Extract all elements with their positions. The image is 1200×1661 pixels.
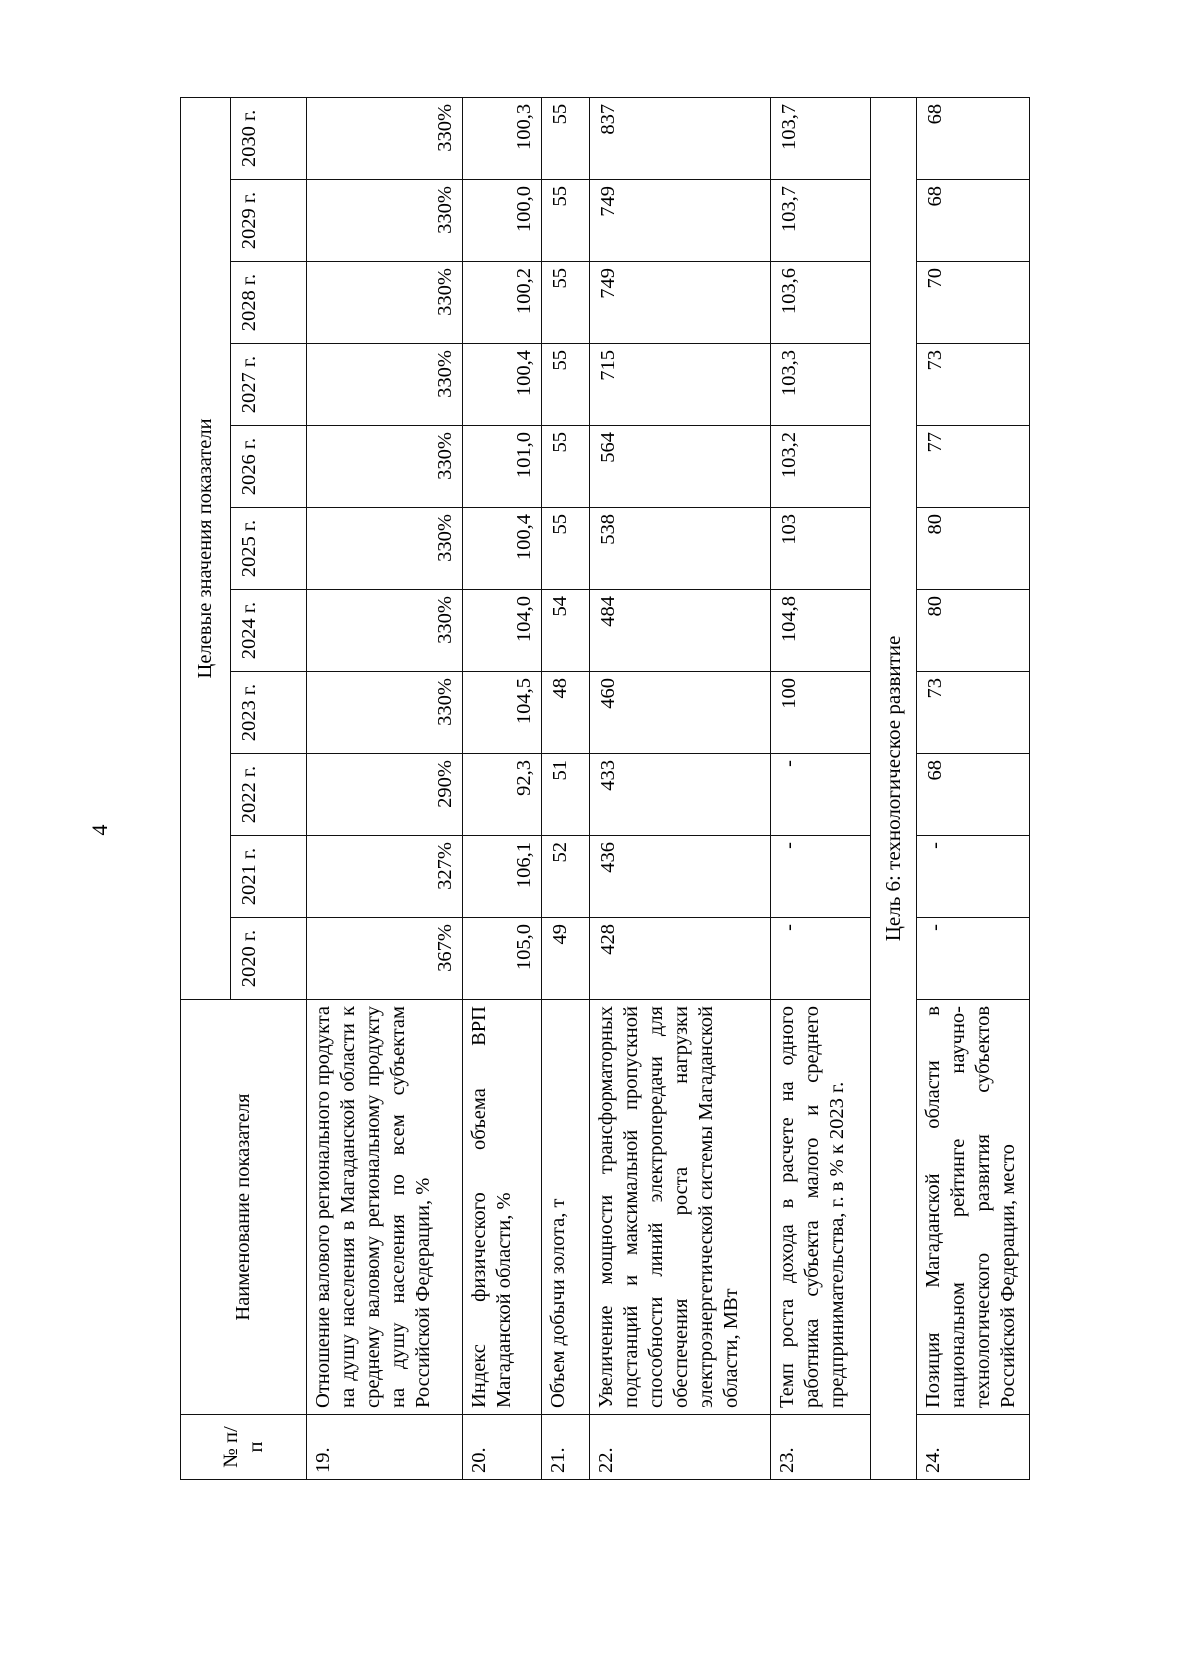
value-cell: 103,3 [771, 344, 871, 426]
indicator-table-container [180, 100, 1030, 1480]
value-cell: 92,3 [462, 754, 541, 836]
value-cell: 54 [541, 590, 589, 672]
value-cell: 73 [916, 672, 1029, 754]
value-cell: 55 [541, 97, 589, 179]
header-year: 2030 г. [231, 97, 307, 179]
header-year: 2024 г. [231, 590, 307, 672]
header-year: 2028 г. [231, 262, 307, 344]
value-cell: 330% [307, 344, 463, 426]
value-cell: 68 [916, 97, 1029, 179]
table-row [916, 97, 1029, 1479]
value-cell: - [771, 754, 871, 836]
value-cell: 49 [541, 918, 589, 1000]
row-number: 19. [307, 1415, 463, 1480]
value-cell: 48 [541, 672, 589, 754]
value-cell: 104,8 [771, 590, 871, 672]
value-cell: - [771, 836, 871, 918]
value-cell: 749 [589, 262, 771, 344]
value-cell: 55 [541, 180, 589, 262]
value-cell: 367% [307, 918, 463, 1000]
value-cell: 103,6 [771, 262, 871, 344]
header-year: 2029 г. [231, 180, 307, 262]
header-year: 2027 г. [231, 344, 307, 426]
value-cell: 330% [307, 590, 463, 672]
indicator-name: Отношение валового регионального продукта на душу населения в Магаданской области к среднему валовому региональному продукту на душу населения по всем субъектам Российской Федерации, % [307, 1000, 463, 1415]
value-cell: 80 [916, 590, 1029, 672]
header-num: № п/п [181, 1415, 307, 1480]
header-year: 2023 г. [231, 672, 307, 754]
value-cell: 103,2 [771, 426, 871, 508]
value-cell: 564 [589, 426, 771, 508]
value-cell: 68 [916, 754, 1029, 836]
value-cell: 837 [589, 97, 771, 179]
value-cell: 749 [589, 180, 771, 262]
value-cell: 428 [589, 918, 771, 1000]
header-name: Наименование показателя [181, 1000, 307, 1415]
value-cell: 100,4 [462, 344, 541, 426]
table-row [307, 97, 463, 1479]
table-row [541, 97, 589, 1479]
value-cell: 330% [307, 426, 463, 508]
value-cell: - [916, 836, 1029, 918]
indicator-name: Индекс физического объема ВРП Магаданской области, % [462, 1000, 541, 1415]
value-cell: 460 [589, 672, 771, 754]
value-cell: 55 [541, 262, 589, 344]
header-year: 2020 г. [231, 918, 307, 1000]
value-cell: 104,5 [462, 672, 541, 754]
value-cell: 100,0 [462, 180, 541, 262]
value-cell: 55 [541, 426, 589, 508]
value-cell: 433 [589, 754, 771, 836]
value-cell: 330% [307, 180, 463, 262]
value-cell: 73 [916, 344, 1029, 426]
value-cell: 436 [589, 836, 771, 918]
value-cell: 330% [307, 672, 463, 754]
value-cell: 70 [916, 262, 1029, 344]
header-targets: Целевые значения показатели [181, 97, 231, 999]
indicator-name: Темп роста дохода в расчете на одного работника субъекта малого и среднего предпринимательства, г. в % к 2023 г. [771, 1000, 871, 1415]
value-cell: 330% [307, 262, 463, 344]
value-cell: 77 [916, 426, 1029, 508]
value-cell: 100,4 [462, 508, 541, 590]
value-cell: 100,2 [462, 262, 541, 344]
row-number: 20. [462, 1415, 541, 1480]
value-cell: 327% [307, 836, 463, 918]
value-cell: 101,0 [462, 426, 541, 508]
table-row [589, 97, 771, 1479]
value-cell: 538 [589, 508, 771, 590]
value-cell: 103,7 [771, 97, 871, 179]
row-number: 22. [589, 1415, 771, 1480]
value-cell: 715 [589, 344, 771, 426]
goal-heading: Цель 6: технологическое развитие [871, 97, 917, 1479]
header-year: 2025 г. [231, 508, 307, 590]
value-cell: 330% [307, 508, 463, 590]
value-cell: 52 [541, 836, 589, 918]
page-number: 4 [87, 824, 112, 836]
value-cell: 100,3 [462, 97, 541, 179]
value-cell: 80 [916, 508, 1029, 590]
value-cell: 55 [541, 508, 589, 590]
value-cell: 106,1 [462, 836, 541, 918]
value-cell: 104,0 [462, 590, 541, 672]
table-row [462, 97, 541, 1479]
value-cell: - [771, 918, 871, 1000]
value-cell: 55 [541, 344, 589, 426]
indicator-name: Объем добычи золота, т [541, 1000, 589, 1415]
value-cell: 103,7 [771, 180, 871, 262]
header-year: 2022 г. [231, 754, 307, 836]
header-year: 2026 г. [231, 426, 307, 508]
value-cell: 330% [307, 97, 463, 179]
goal-row [871, 97, 917, 1479]
row-number: 23. [771, 1415, 871, 1480]
value-cell: 68 [916, 180, 1029, 262]
value-cell: 103 [771, 508, 871, 590]
value-cell: - [916, 918, 1029, 1000]
value-cell: 100 [771, 672, 871, 754]
header-year: 2021 г. [231, 836, 307, 918]
row-number: 24. [916, 1415, 1029, 1480]
value-cell: 484 [589, 590, 771, 672]
value-cell: 290% [307, 754, 463, 836]
indicator-name: Позиция Магаданской области в национальном рейтинге научно-технологического развития субъектов Российской Федерации, место [916, 1000, 1029, 1415]
value-cell: 51 [541, 754, 589, 836]
indicator-name: Увеличение мощности трансформаторных подстанций и максимальной пропускной способности линий электропередачи для обеспечения роста нагрузки электроэнергетической системы Магаданской области, МВт [589, 1000, 771, 1415]
value-cell: 105,0 [462, 918, 541, 1000]
indicator-table [180, 97, 1030, 1480]
row-number: 21. [541, 1415, 589, 1480]
table-row [771, 97, 871, 1479]
